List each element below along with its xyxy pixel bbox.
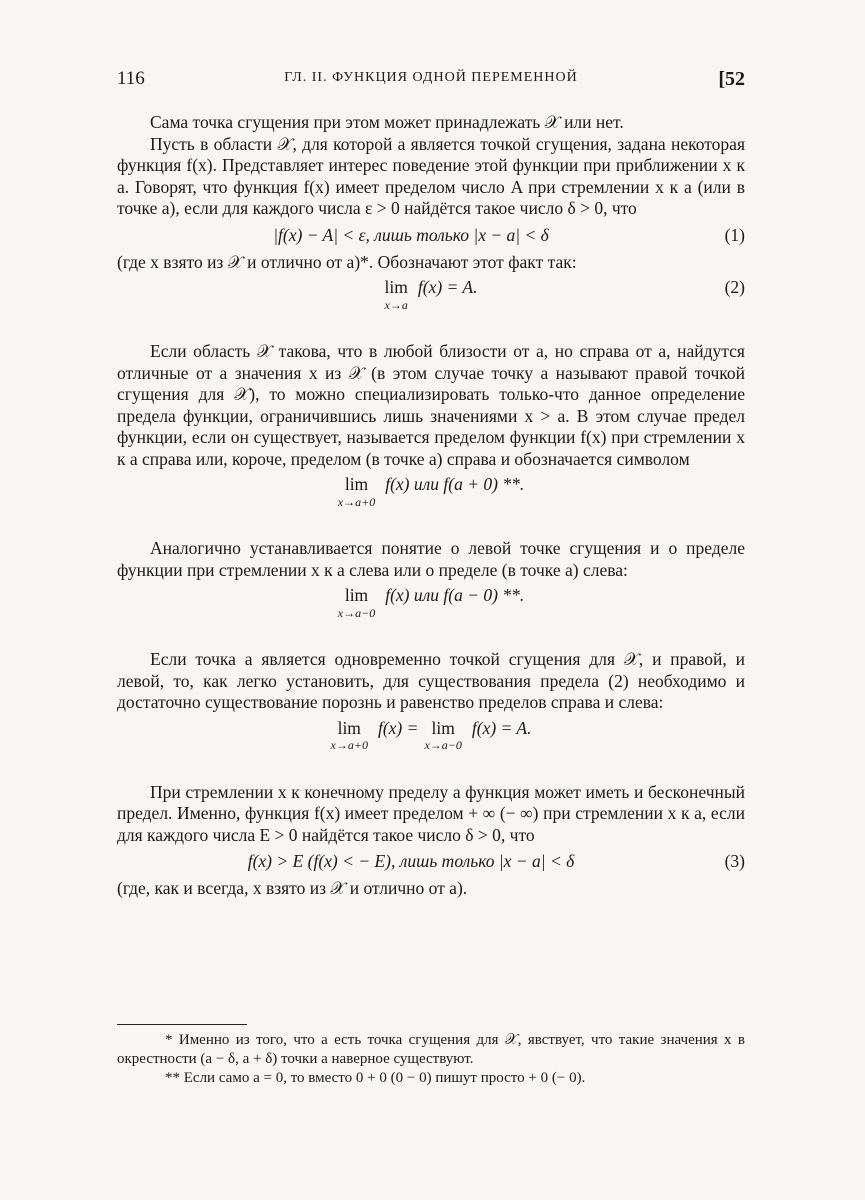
lim-subscript: x→a−0 (337, 605, 376, 620)
lim-word: lim (344, 474, 369, 494)
lim-word: lim (431, 717, 455, 738)
footnote-rule (117, 1024, 247, 1025)
formula-4-lim (338, 585, 375, 619)
formula-2-number: (2) (724, 277, 745, 297)
paragraph-2: Пусть в области 𝒳, для которой a является точкой сгущения, задана некоторая функция f(x). Представляет интерес поведение этой функции при приближении x к a. Говорят, что функция f(x) имеет пределом число A при стремлении x к a (или в точке a), если для каждого числа ε > 0 найдётся такое число δ > 0, что (117, 133, 745, 218)
paragraph-3: (где x взято из 𝒳 и отлично от a)*. Обозначают этот факт так: (117, 251, 577, 272)
lim-subscript: x→a+0 (330, 738, 368, 752)
footnote-1: * Именно из того, что a есть точка сгущения для 𝒳, явствует, что такие значения x в окрестности (a − δ, a + δ) точки a наверное существуют. (117, 1032, 745, 1067)
formula-1 (117, 222, 745, 250)
paragraph-5: Аналогично устанавливается понятие о левой точке сгущения и о пределе функции при стремлении x к a слева или о пределе (в точке a) слева: (117, 538, 745, 580)
running-head-title: ГЛ. II. ФУНКЦИЯ ОДНОЙ ПЕРЕМЕННОЙ (284, 70, 578, 85)
formula-6 (117, 848, 745, 876)
running-header (117, 68, 745, 96)
formula-5-lim-1 (331, 718, 368, 752)
formula-2-expr: f(x) = A. (417, 277, 478, 297)
lim-subscript: x→a−0 (424, 738, 462, 752)
lim-word: lim (384, 277, 408, 297)
formula-3 (117, 474, 745, 518)
formula-2-lim (385, 277, 408, 311)
formula-5 (117, 718, 745, 762)
lim-word: lim (337, 717, 361, 738)
formula-2 (117, 277, 745, 321)
paragraph-1: Сама точка сгущения при этом может принадлежать 𝒳 или нет. (150, 112, 624, 132)
formula-4-expr: f(x) или f(a − 0) **. (385, 585, 525, 605)
formula-5-mid: f(x) = (377, 717, 419, 738)
paragraph-7: При стремлении x к конечному пределу a функция может иметь и бесконечный предел. Именно, функция f(x) имеет пределом + ∞ (− ∞) при стремлении x к a, если для каждого числа E > 0 найдётся такое число δ > 0, что (117, 781, 745, 845)
paragraph-4: Если область 𝒳 такова, что в любой близости от a, но справа от a, найдутся отличные от a значения x из 𝒳 (в этом случае точку a называют правой точкой сгущения для 𝒳), то можно специализировать только-что данное определение предела функции, ограничившись лишь значениями x > a. В этом случае предел функции, если он существует, называется пределом функции f(x) при стремлении x к a справа или, короче, пределом (в точке a) справа и обозначается символом (117, 341, 745, 469)
lim-word: lim (344, 585, 369, 605)
paragraph-8: (где, как и всегда, x взято из 𝒳 и отлично от a). (117, 878, 468, 898)
footnote-2: ** Если само a = 0, то вместо 0 + 0 (0 − 0) пишут просто + 0 (− 0). (165, 1070, 586, 1086)
formula-6-expr: f(x) > E (f(x) < − E), лишь только |x − a| < δ (247, 851, 575, 872)
page-number: 116 (117, 68, 145, 89)
paragraph-6: Если точка a является одновременно точкой сгущения для 𝒳, и правой, и левой, то, как легко установить, для существования предела (2) необходимо и достаточно существование порознь и равенство пределов справа и слева: (117, 649, 745, 712)
formula-5-lim-2 (424, 718, 461, 752)
formula-1-number: (1) (724, 224, 745, 245)
section-number: [52 (718, 68, 745, 90)
main-text (117, 112, 745, 900)
formula-6-number: (3) (724, 851, 745, 872)
formula-3-expr: f(x) или f(a + 0) **. (385, 474, 525, 494)
formula-5-end: f(x) = A. (471, 717, 532, 738)
formula-4 (117, 585, 745, 629)
lim-subscript: x→a (384, 297, 408, 312)
formula-3-lim (338, 474, 375, 508)
footnotes (117, 1024, 745, 1088)
lim-subscript: x→a+0 (337, 494, 376, 509)
formula-1-expr: |f(x) − A| < ε, лишь только |x − a| < δ (273, 224, 549, 245)
